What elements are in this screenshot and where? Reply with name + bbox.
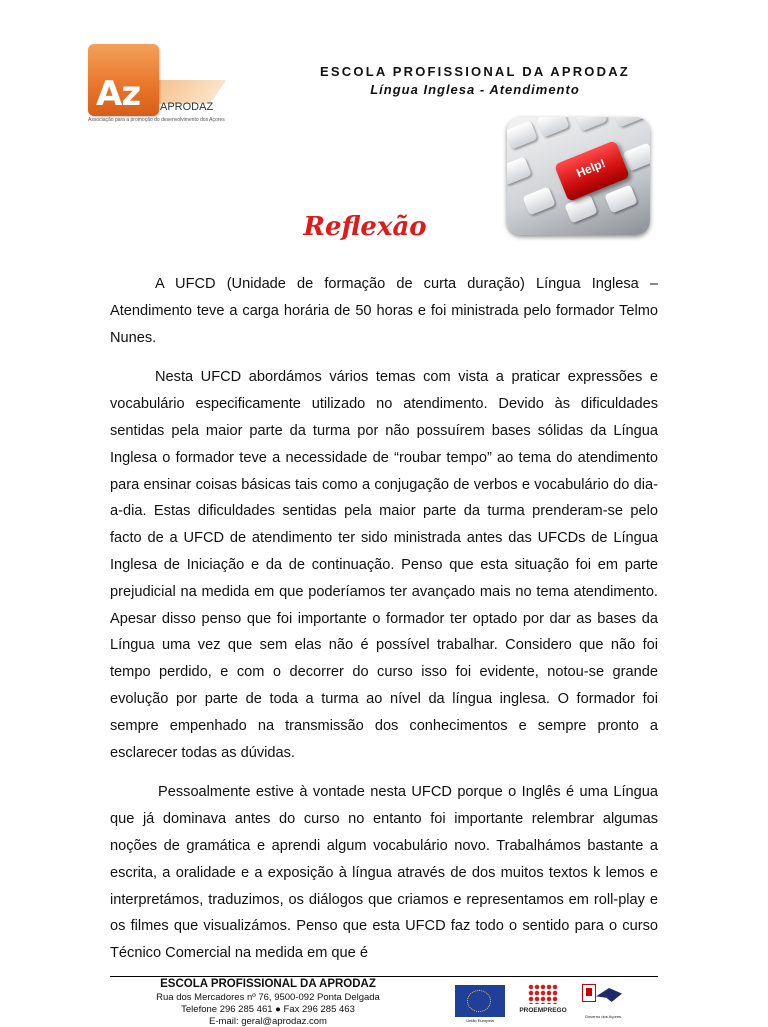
footer-divider (110, 976, 658, 977)
header-subtitle: Língua Inglesa - Atendimento (370, 82, 580, 97)
document-title: Reflexão (303, 212, 427, 242)
logo-tagline: Associação para a promoção do desenvolvimento dos Açores (88, 117, 225, 123)
logo-letters: Az (96, 74, 141, 114)
keyboard-key (604, 184, 637, 213)
keyboard-key (536, 117, 569, 138)
governo-acores-logo (580, 984, 626, 1018)
keyboard-key (522, 186, 555, 215)
eu-stars-icon (467, 990, 491, 1012)
keyboard-key (612, 117, 645, 128)
proemprego-dots-icon (528, 984, 558, 1004)
footer-email: E-mail: geral@aprodaz.com (209, 1016, 327, 1027)
paragraph-2: Nesta UFCD abordámos vários temas com vista a praticar expressões e vocabulário especificamente utilizado no atendimento. Devido às dificuldades sentidas pela maior parte da turma por não possuírem bases sólidas da Língua Inglesa o formador teve a necessidade de “roubar tempo” ao tema do atendimento para ensinar coisas básicas tais como a conjugação de verbos e vocabulário do dia-a-dia. Estas dificuldades sentidas pela maior parte da turma prenderam-se pelo facto de a UFCD de atendimento ter sido ministrada antes das UFCDs de Língua Inglesa de Iniciação e da de continuação. Penso que esta situação foi em parte prejudicial na medida em que poderíamos ter avançado mais no tema atendimento. Apesar disso penso que foi importante o formador ter optado por dar as bases da Língua uma vez que sem elas não é possível trabalhar. Considero que não foi tempo perdido, e com o decorrer do curso isso foi evidente, notou-se grande evolução por parte de toda a turma ao nível da língua inglesa. O formador foi sempre empenhado na transmissão dos conhecimentos e sempre pronto a esclarecer todas as dúvidas. (110, 369, 658, 761)
logo-name: APRODAZ (160, 101, 214, 113)
footer-address: Rua dos Mercadores nº 76, 9500-092 Ponta Delgada (156, 992, 380, 1003)
proemprego-logo (512, 982, 574, 1022)
acores-shield-icon (582, 984, 596, 1002)
footer-phone: Telefone 296 285 461 ● Fax 296 285 463 (181, 1004, 355, 1015)
keyboard-key (507, 156, 532, 185)
keyboard-key (574, 117, 607, 132)
footer-org-name: ESCOLA PROFISSIONAL DA APRODAZ (160, 978, 376, 990)
keyboard-key (507, 120, 538, 149)
eu-flag-logo (455, 985, 505, 1017)
header-title: ESCOLA PROFISSIONAL DA APRODAZ (320, 64, 630, 79)
document-body (110, 271, 658, 980)
paragraph-3: Pessoalmente estive à vontade nesta UFCD porque o Inglês é uma Língua que já dominava antes do curso no entanto foi importante relembrar algumas noções de gramática e aprendi algum vocabulário novo. Trabalhámos bastante a escrita, a oralidade e a exposição à língua através de dos muitos textos k lemos e interpretámos, traduzimos, os diálogos que criamos e representamos em roll-play e os filmes que visualizámos. Penso que esta UFCD faz todo o sentido para o curso Técnico Comercial na medida em que é (110, 784, 658, 962)
acores-bird-icon (596, 988, 622, 1002)
aprodaz-logo (88, 44, 248, 124)
help-keyboard-image (507, 117, 650, 235)
paragraph-1: A UFCD (Unidade de formação de curta duração) Língua Inglesa – Atendimento teve a carga horária de 50 horas e foi ministrada pelo formador Telmo Nunes. (110, 276, 658, 346)
help-key-label: Help! (574, 156, 608, 181)
acores-caption: Governo dos Açores (584, 1014, 622, 1019)
proemprego-label: PROEMPREGO (519, 1007, 567, 1014)
eu-caption: União Europeia (466, 1018, 494, 1023)
